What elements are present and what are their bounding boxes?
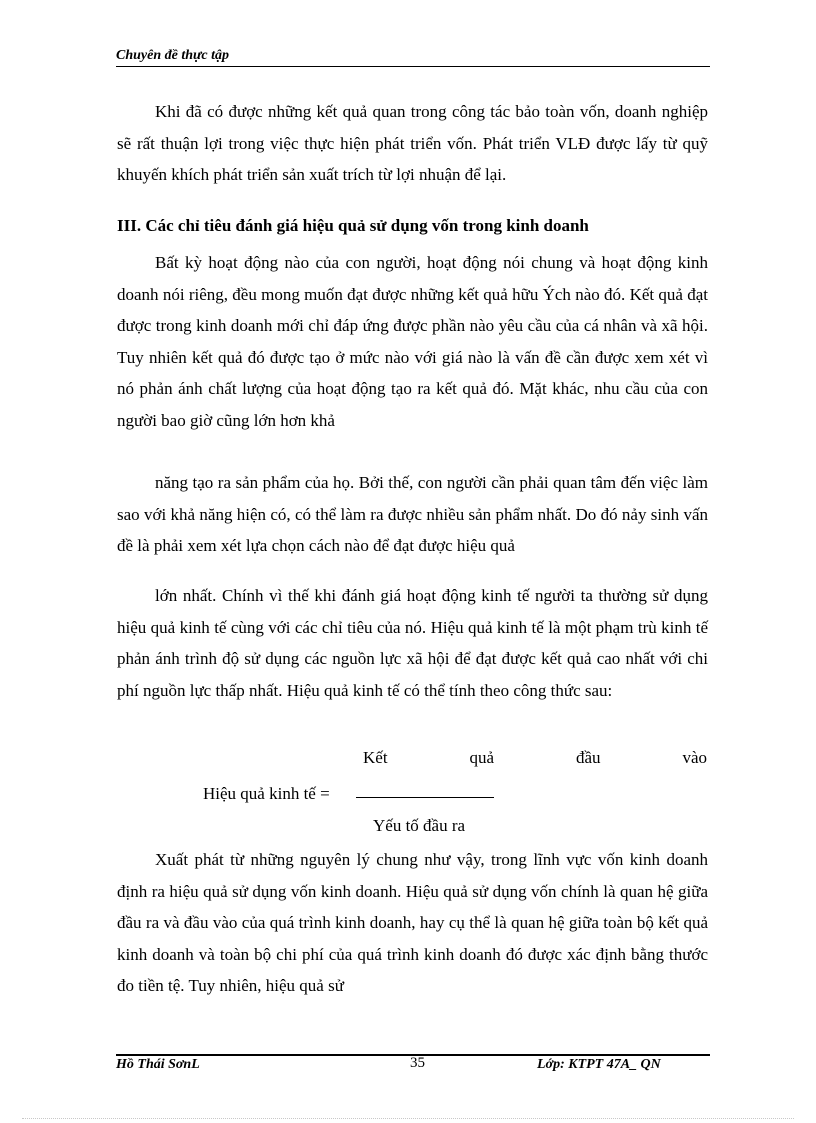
formula-lhs: Hiệu quả kinh tế = [203,784,330,803]
formula-denominator: Yếu tố đầu ra [373,816,466,835]
formula-word: vào [682,748,707,767]
paragraph-capital-efficiency: Xuất phát từ những nguyên lý chung như vậy, trong lĩnh vực vốn kinh doanh định ra hiệu quả sử dụng vốn kinh doanh. Hiệu quả sử dụng vốn chính là quan hệ giữa đầu ra và đầu vào của quá trình kinh doanh, hay cụ thể là quan hệ giữa toàn bộ kết quả kinh doanh và toàn bộ chi phí của quá trình kinh doanh đó được xác định bằng thước đo tiền tệ. Tuy nhiên, hiệu quả sử [117,850,708,995]
formula-numerator [363,748,707,768]
footer-page-number: 35 [410,1055,425,1071]
paragraph-economic-activity: Bất kỳ hoạt động nào của con người, hoạt động nói chung và hoạt động kinh doanh nói riêng, đều mong muốn đạt được những kết quả hữu Ých nào đó. Kết quả đạt được trong kinh doanh mới chỉ đáp ứng được phần nào yêu cầu của cá nhân và xã hội. Tuy nhiên kết quả đó được tạo ở mức nào với giá nào là vấn đề cần được xem xét vì nó phản ánh chất lượng của hoạt động tạo ra kết quả đó. Mặt khác, nhu cầu của con người bao giờ cũng lớn hơn khả [117,253,708,430]
footer-class: Lớp: KTPT 47A_ QN [537,1057,661,1072]
formula-word: quả [469,748,495,767]
paragraph-capital-development: Khi đã có được những kết quả quan trong công tác bảo toàn vốn, doanh nghiệp sẽ rất thuận lợi trong việc thực hiện phát triển vốn. Phát triển VLĐ được lấy từ quỹ khuyến khích phát triển sản xuất trích từ lợi nhuận để lại. [117,102,708,184]
formula-word: đầu [575,748,601,767]
page-bottom-dotted-line [22,1118,794,1119]
paragraph-production-capacity: năng tạo ra sản phẩm của họ. Bởi thế, con người cần phải quan tâm đến việc làm sao với khả năng hiện có, có thể làm ra được nhiều sản phẩm nhất. Do đó nảy sinh vấn đề là phải xem xét lựa chọn cách nào để đạt được hiệu quả [117,473,708,555]
footer-author: Hồ Thái SơnL [116,1057,200,1072]
paragraph-economic-efficiency: lớn nhất. Chính vì thế khi đánh giá hoạt động kinh tế người ta thường sử dụng hiệu quả kinh tế cùng với các chỉ tiêu của nó. Hiệu quả kinh tế là một phạm trù kinh tế phản ánh trình độ sử dụng các nguồn lực xã hội để đạt được kết quả cao nhất với chi phí nguồn lực thấp nhất. Hiệu quả kinh tế có thể tính theo công thức sau: [117,586,708,700]
section-heading: III. Các chỉ tiêu đánh giá hiệu quả sử dụng vốn trong kinh doanh [117,216,589,235]
formula-fraction-line [356,797,494,798]
formula-word: Kết [363,748,388,767]
page-header-title: Chuyên đề thực tập [116,48,710,67]
